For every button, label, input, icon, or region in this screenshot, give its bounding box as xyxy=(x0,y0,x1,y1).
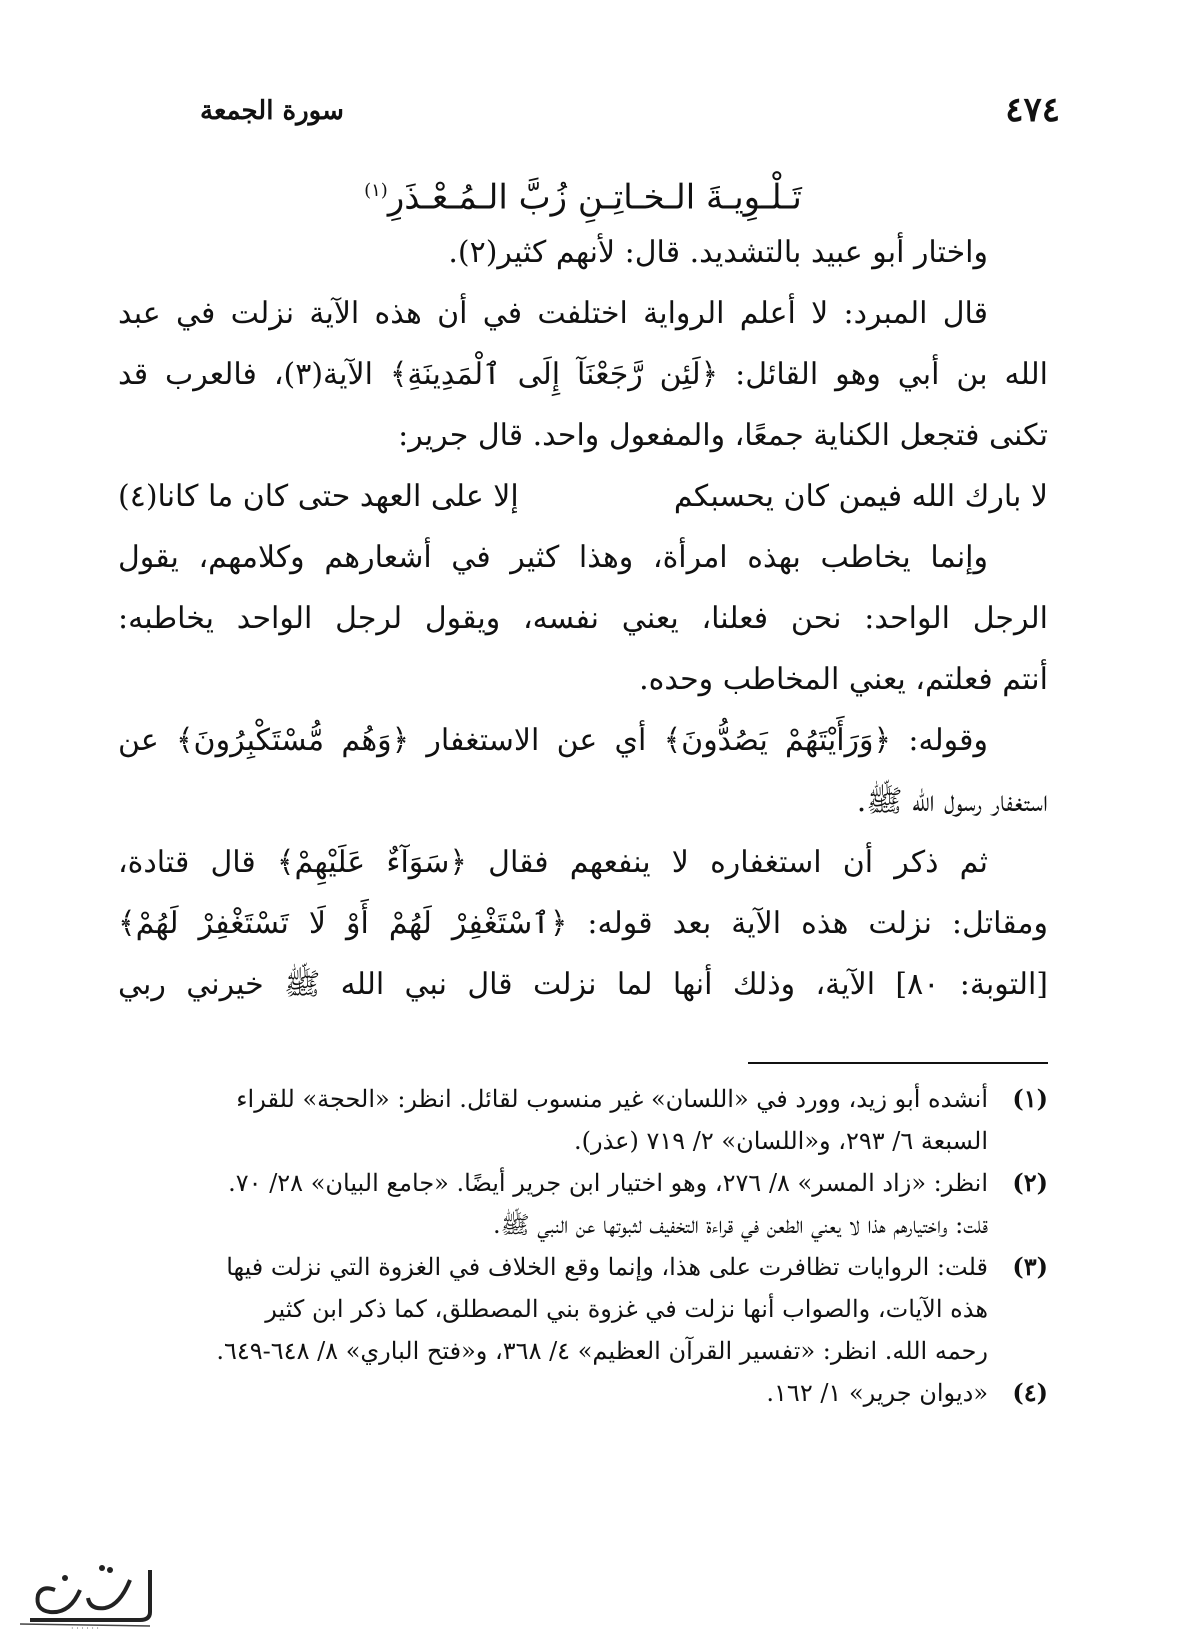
svg-text:· · · · · ·: · · · · · · xyxy=(71,1624,99,1632)
footnote-text xyxy=(118,1078,988,1162)
footnote-separator xyxy=(748,1062,1048,1064)
footnote-3 xyxy=(118,1246,1048,1372)
footnote-line: «ديوان جرير» ١/ ١٦٢. xyxy=(766,1379,988,1407)
text-line: وقوله: ﴿وَرَأَيْتَهُمْ يَصُدُّونَ﴾ أي عن الاستغفار ﴿وَهُم مُّسْتَكْبِرُونَ﴾ عن xyxy=(118,723,988,758)
verse-text: تَـلْـوِيـةَ الـخـاتِـنِ زُبَّ الـمُـعْـذَرِ xyxy=(387,177,802,218)
main-text xyxy=(118,160,1048,1015)
surah-title: سورة الجمعة xyxy=(200,96,344,126)
text-line: قال المبرد: لا أعلم الرواية اختلفت في أن هذه الآية نزلت في عبد xyxy=(118,296,988,331)
footnote-number: (٢) xyxy=(1012,1168,1048,1197)
poem-hemistich-left: إلا على العهد حتى كان ما كانا(٤) xyxy=(118,479,519,514)
footnote-line: السبعة ٦/ ٢٩٣، و«اللسان» ٢/ ٧١٩ (عذر). xyxy=(573,1127,988,1155)
footnote-line: قلت: الروايات تظافرت على هذا، وإنما وقع الخلاف في الغزوة التي نزلت فيها xyxy=(226,1253,988,1281)
text-line: [التوبة: ٨٠] الآية، وذلك أنها لما نزلت قال نبي الله ﷺ خيرني ربي xyxy=(118,967,1048,1002)
footnote-2 xyxy=(118,1162,1048,1246)
footnote-line: انظر: «زاد المسر» ٨/ ٢٧٦، وهو اختيار ابن جرير أيضًا. «جامع البيان» ٢٨/ ٧٠. xyxy=(228,1169,988,1197)
text-line: ومقاتل: نزلت هذه الآية بعد قوله: ﴿ٱسْتَغْفِرْ لَهُمْ أَوْ لَا تَسْتَغْفِرْ لَهُمْ﴾ xyxy=(118,906,1048,941)
footnote-number: (١) xyxy=(1012,1084,1048,1113)
footnote-text xyxy=(118,1246,988,1372)
text-line: الله بن أبي وهو القائل: ﴿لَئِن رَّجَعْنَآ إِلَى ٱلْمَدِينَةِ﴾ الآية(٣)، فالعرب قد xyxy=(118,357,1048,392)
page-header xyxy=(170,88,1060,138)
footnote-1 xyxy=(118,1078,1048,1162)
footnote-number: (٤) xyxy=(1012,1378,1048,1407)
publisher-logo-icon xyxy=(10,1550,160,1632)
poem-couplet xyxy=(118,466,1048,527)
text-line: أنتم فعلتم، يعني المخاطب وحده. xyxy=(639,662,1048,697)
page-number: ٤٧٤ xyxy=(1005,90,1060,130)
text-line: استغفار رسول الله ﷺ. xyxy=(856,784,1048,819)
footnote-text xyxy=(118,1162,988,1246)
poem-hemistich-right: لا بارك الله فيمن كان يحسبكم xyxy=(673,479,1048,514)
text-line: الرجل الواحد: نحن فعلنا، يعني نفسه، ويقول لرجل الواحد يخاطبه: xyxy=(118,601,1048,636)
footnote-line: هذه الآيات، والصواب أنها نزلت في غزوة بني المصطلق، كما ذكر ابن كثير xyxy=(265,1295,988,1323)
footnote-line: أنشده أبو زيد، وورد في «اللسان» غير منسوب لقائل. انظر: «الحجة» للقراء xyxy=(236,1085,988,1113)
footnote-4 xyxy=(118,1372,1048,1414)
footnotes xyxy=(118,1078,1048,1414)
footnote-text xyxy=(118,1372,988,1414)
text-line: واختار أبو عبيد بالتشديد. قال: لأنهم كثير(٢). xyxy=(448,235,988,270)
verse-footnote-marker: (١) xyxy=(364,180,388,201)
text-line: تكنى فتجعل الكناية جمعًا، والمفعول واحد. قال جرير: xyxy=(398,418,1048,453)
footnote-line: رحمه الله. انظر: «تفسير القرآن العظيم» ٤/ ٣٦٨، و«فتح الباري» ٨/ ٦٤٨-٦٤٩. xyxy=(216,1337,988,1365)
poem-verse xyxy=(118,160,1048,222)
footnote-line: قلت: واختيارهم هذا لا يعني الطعن في قراءة التخفيف لثبوتها عن النبي ﷺ. xyxy=(492,1211,988,1239)
text-line: ثم ذكر أن استغفاره لا ينفعهم فقال ﴿سَوَآءٌ عَلَيْهِمْ﴾ قال قتادة، xyxy=(118,845,988,880)
text-line: وإنما يخاطب بهذه امرأة، وهذا كثير في أشعارهم وكلامهم، يقول xyxy=(118,540,988,575)
footnote-number: (٣) xyxy=(1012,1252,1048,1281)
